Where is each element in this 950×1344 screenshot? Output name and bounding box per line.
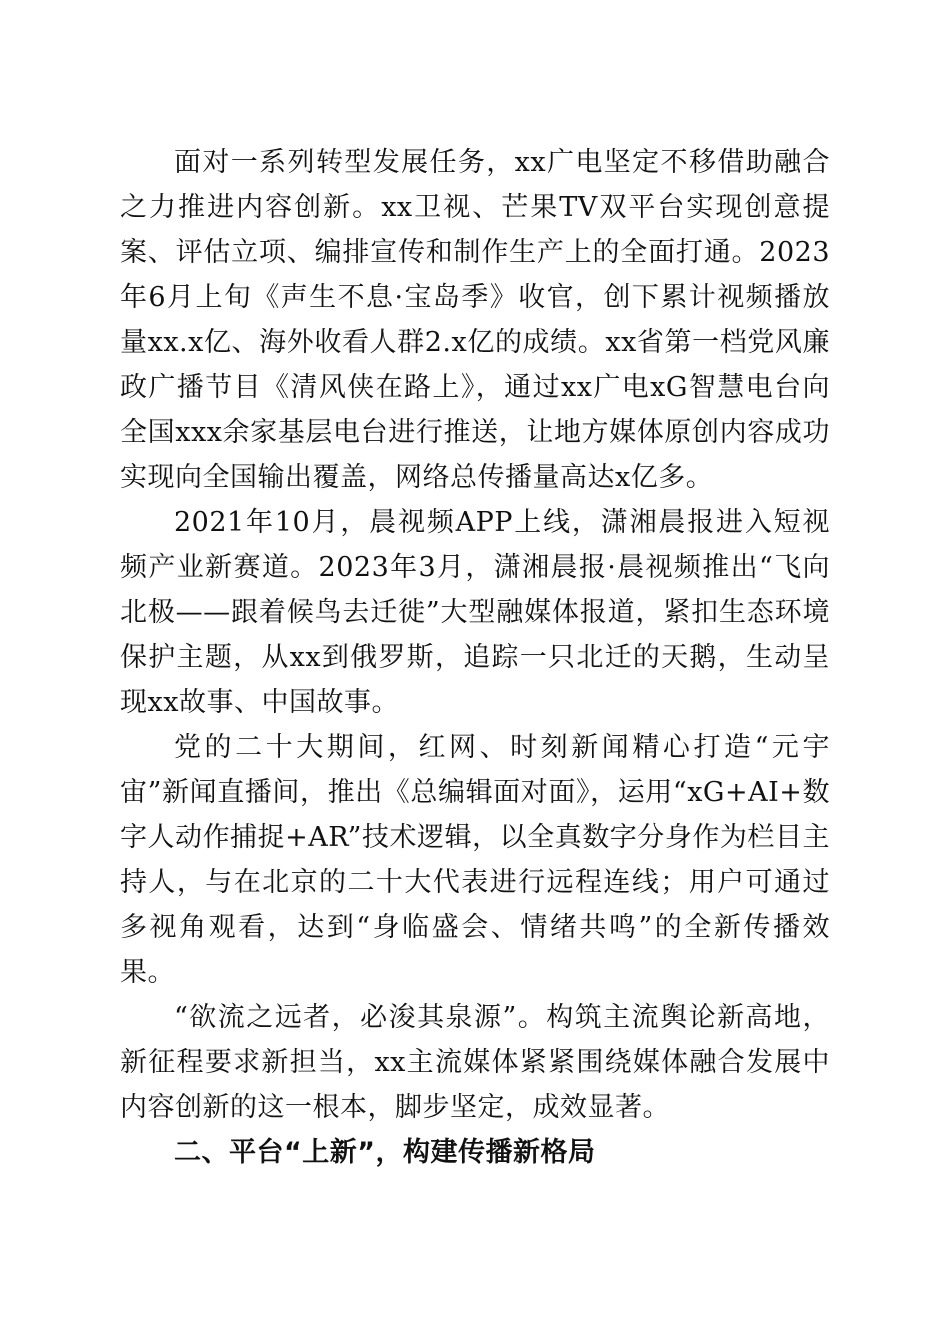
section-heading: 二、平台“上新”，构建传播新格局: [174, 1137, 596, 1168]
paragraph-metaverse-studio: 党的二十大期间，红网、时刻新闻精心打造“元宇宙”新闻直播间，推出《总编辑面对面》，运用“xG+AI+数字人动作捕捉+AR”技术逻辑，以全真数字分身作为栏目主持人，与在北京的二十大代表进行远程连线；用户可通过多视角观看，达到“身临盛会、情绪共鸣”的全新传播效果。: [120, 732, 830, 988]
paragraph-conclusion: “欲流之远者，必浚其泉源”。构筑主流舆论新高地，新征程要求新担当，xx主流媒体紧紧围绕媒体融合发展中内容创新的这一根本，脚步坚定，成效显著。: [120, 1002, 830, 1123]
paragraph-content-innovation: 面对一系列转型发展任务，xx广电坚定不移借助融合之力推进内容创新。xx卫视、芒果TV双平台实现创意提案、评估立项、编排宣传和制作生产上的全面打通。2023年6月上旬《声生不息·宝岛季》收官，创下累计视频播放量xx.x亿、海外收看人群2.x亿的成绩。xx省第一档党风廉政广播节目《清风侠在路上》，通过xx广电xG智慧电台向全国xxx余家基层电台进行推送，让地方媒体原创内容成功实现向全国输出覆盖，网络总传播量高达x亿多。: [120, 147, 830, 493]
paragraph-morning-video: 2021年10月，晨视频APP上线，潇湘晨报进入短视频产业新赛道。2023年3月，潇湘晨报·晨视频推出“飞向北极——跟着候鸟去迁徙”大型融媒体报道，紧扣生态环境保护主题，从xx到俄罗斯，追踪一只北迁的天鹅，生动呈现xx故事、中国故事。: [120, 507, 830, 718]
document-body: [120, 140, 830, 1175]
